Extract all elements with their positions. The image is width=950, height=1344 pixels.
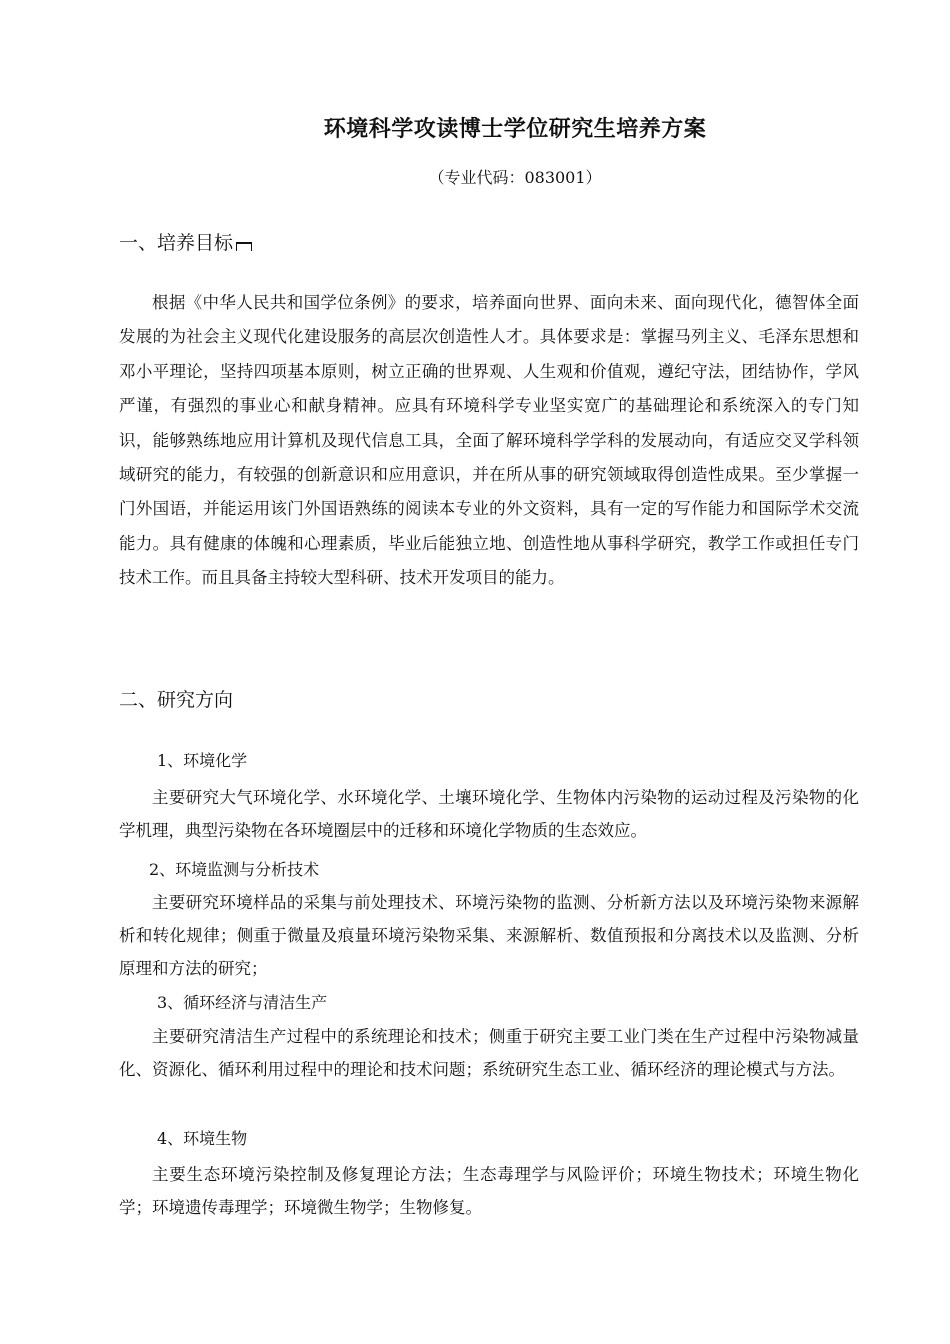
section-heading-goals: [119, 228, 252, 255]
direction-title: 4、环境生物: [157, 1129, 248, 1148]
section-heading-goals-text: 一、培养目标: [119, 232, 234, 254]
direction-body: 主要生态环境污染控制及修复理论方法；生态毒理学与风险评价；环境生物技术；环境生物化学；环境遗传毒理学；环境微生物学；生物修复。: [119, 1165, 859, 1217]
direction-body: 主要研究环境样品的采集与前处理技术、环境污染物的监测、分析新方法以及环境污染物来源解析和转化规律；侧重于微量及痕量环境污染物采集、来源解析、数值预报和分离技术以及监测、分析原理和方法的研究；: [119, 893, 859, 978]
goals-paragraph: 根据《中华人民共和国学位条例》的要求，培养面向世界、面向未来、面向现代化，德智体全面发展的为社会主义现代化建设服务的高层次创造性人才。具体要求是：掌握马列主义、毛泽东思想和邓小平理论，坚持四项基本原则，树立正确的世界观、人生观和价值观，遵纪守法，团结协作，学风严谨，有强烈的事业心和献身精神。应具有环境科学专业坚实宽广的基础理论和系统深入的专门知识，能够熟练地应用计算机及现代信息工具，全面了解环境科学学科的发展动向，有适应交叉学科领域研究的能力，有较强的创新意识和应用意识，并在所从事的研究领域取得创造性成果。至少掌握一门外国语，并能运用该门外国语熟练的阅读本专业的外文资料，具有一定的写作能力和国际学术交流能力。具有健康的体魄和心理素质，毕业后能独立地、创造性地从事科学研究，教学工作或担任专门技术工作。而且具备主持较大型科研、技术开发项目的能力。: [119, 293, 859, 588]
direction-body: 主要研究清洁生产过程中的系统理论和技术；侧重于研究主要工业门类在生产过程中污染物减量化、资源化、循环利用过程中的理论和技术问题；系统研究生态工业、循环经济的理论模式与方法。: [119, 1027, 859, 1079]
edit-mark-icon: [236, 242, 252, 251]
document-subtitle: （专业代码：083001）: [428, 168, 602, 187]
direction-title: 1、环境化学: [157, 751, 248, 770]
document-title: 环境科学攻读博士学位研究生培养方案: [323, 117, 707, 142]
direction-title: 3、循环经济与清洁生产: [157, 993, 328, 1012]
direction-title: 2、环境监测与分析技术: [149, 860, 320, 879]
direction-body: 主要研究大气环境化学、水环境化学、土壤环境化学、生物体内污染物的运动过程及污染物的化学机理，典型污染物在各环境圈层中的迁移和环境化学物质的生态效应。: [119, 788, 859, 840]
section-heading-directions: 二、研究方向: [119, 689, 234, 711]
